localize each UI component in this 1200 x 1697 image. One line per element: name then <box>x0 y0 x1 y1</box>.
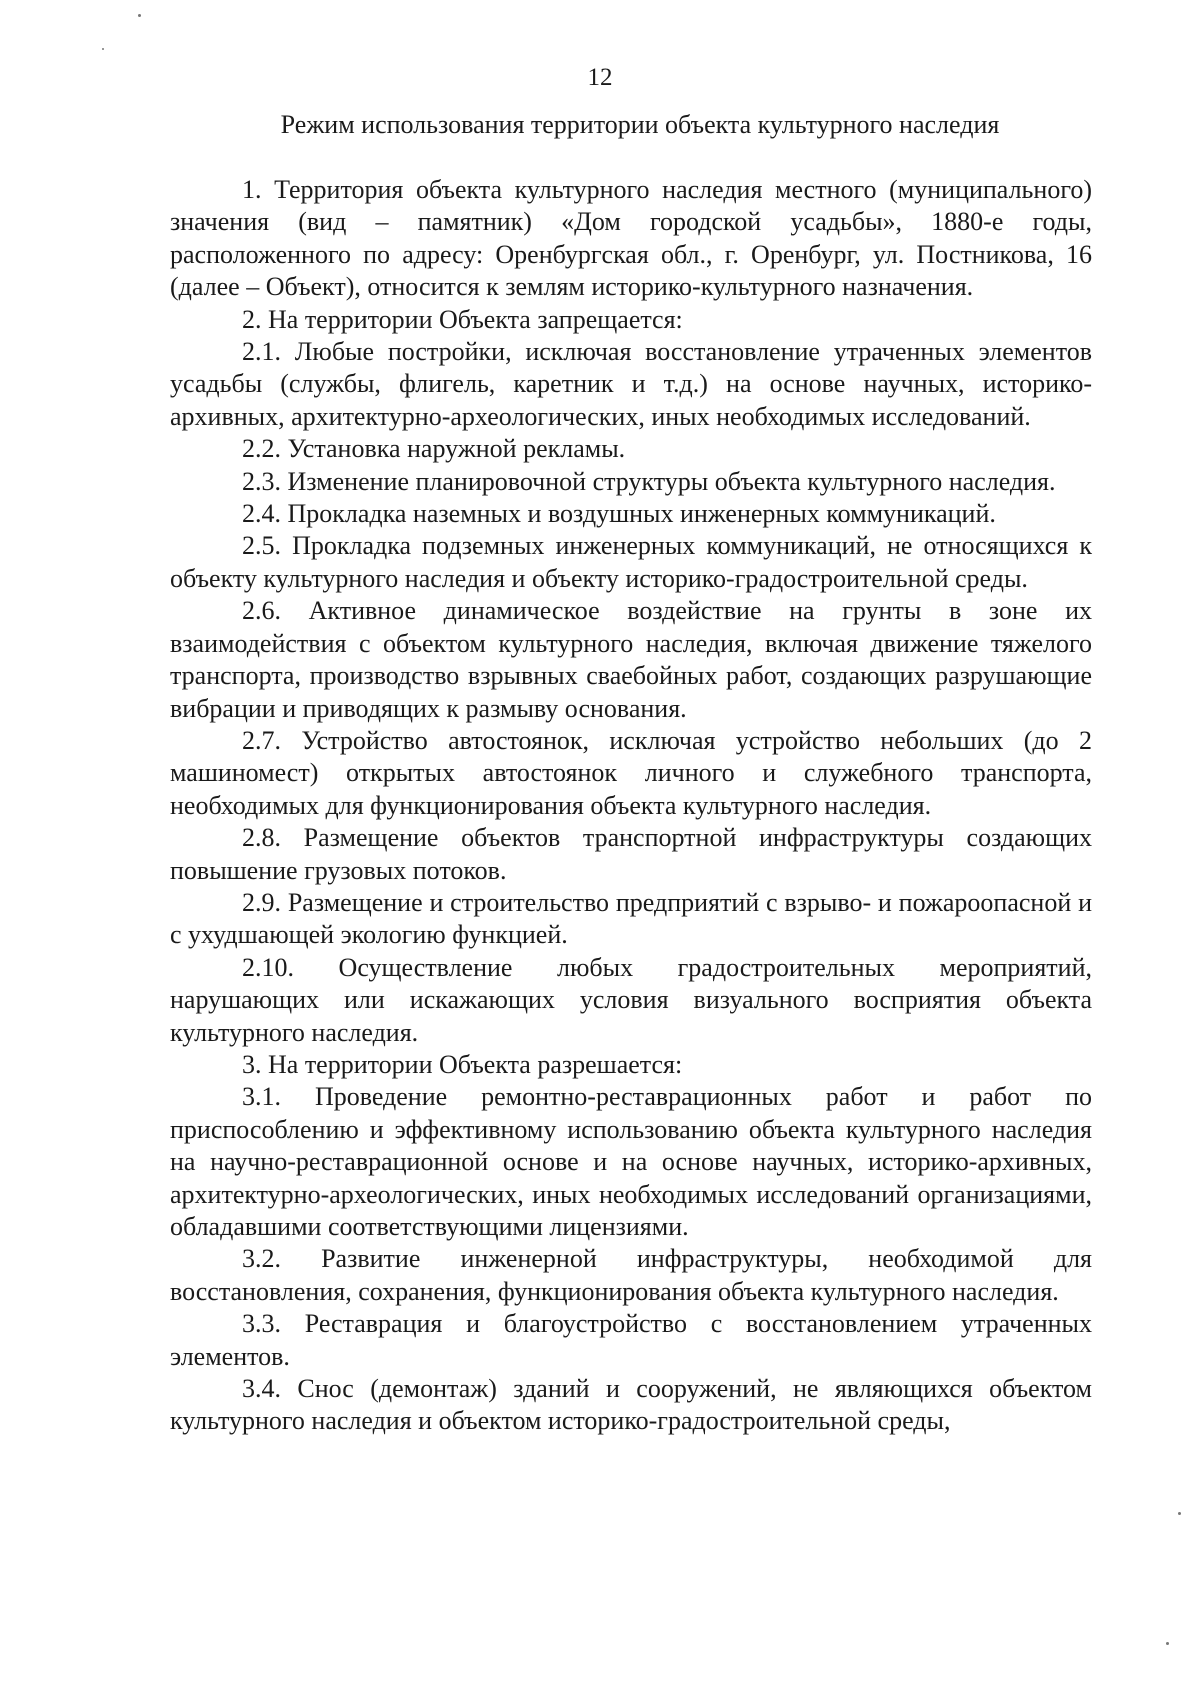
paragraph-2-5: 2.5. Прокладка подземных инженерных коммуникаций, не относящихся к объекту культурного наследия и объекту историко-градостроительной среды. <box>170 531 1092 593</box>
paragraph-3-1: 3.1. Проведение ремонтно-реставрационных работ и работ по приспособлению и эффективному использованию объекта культурного наследия на научно-реставрационной основе и на основе научных, историко-архивных, архитектурно-археологических, иных необходимых исследований организациями, обладавшими соответствующими лицензиями. <box>170 1082 1092 1241</box>
paragraph-2-8: 2.8. Размещение объектов транспортной инфраструктуры создающих повышение грузовых потоков. <box>170 823 1092 885</box>
document-title: Режим использования территории объекта культурного наследия <box>280 110 1000 139</box>
paragraph-2: 2. На территории Объекта запрещается: <box>242 304 683 334</box>
paragraph-3: 3. На территории Объекта разрешается: <box>242 1049 683 1079</box>
paragraph-2-7: 2.7. Устройство автостоянок, исключая устройство небольших (до 2 машиномест) открытых автостоянок личного и служебного транспорта, необходимых для функционирования объекта культурного наследия. <box>170 725 1092 820</box>
scan-speck <box>1166 1642 1169 1645</box>
paragraph-3-4: 3.4. Снос (демонтаж) зданий и сооружений, не являющихся объектом культурного наследия и объектом историко-градостроительной среды, <box>170 1374 1092 1436</box>
paragraph-3-2: 3.2. Развитие инженерной инфраструктуры, необходимой для восстановления, сохранения, функционирования объекта культурного наследия. <box>170 1244 1092 1306</box>
scan-speck <box>138 14 141 17</box>
paragraph-2-2: 2.2. Установка наружной рекламы. <box>242 434 626 464</box>
paragraph-2-1: 2.1. Любые постройки, исключая восстановление утраченных элементов усадьбы (службы, флигель, каретник и т.д.) на основе научных, историко-архивных, архитектурно-археологических, иных необходимых исследований. <box>170 337 1092 431</box>
scan-speck <box>102 48 104 50</box>
page-number: 12 <box>587 64 613 91</box>
document-body <box>170 174 1092 1438</box>
paragraph-2-10: 2.10. Осуществление любых градостроительных мероприятий, нарушающих или искажающих условия визуального восприятия объекта культурного наследия. <box>170 952 1092 1047</box>
paragraph-2-6: 2.6. Активное динамическое воздействие на грунты в зоне их взаимодействия с объектом культурного наследия, включая движение тяжелого транспорта, производство взрывных сваебойных работ, создающих разрушающие вибрации и приводящих к размыву основания. <box>170 596 1092 723</box>
paragraph-2-3: 2.3. Изменение планировочной структуры объекта культурного наследия. <box>242 466 1056 496</box>
paragraph-2-4: 2.4. Прокладка наземных и воздушных инженерных коммуникаций. <box>242 499 996 529</box>
scan-speck <box>1178 1512 1181 1515</box>
paragraph-3-3: 3.3. Реставрация и благоустройство с восстановлением утраченных элементов. <box>170 1309 1092 1371</box>
paragraph-1: 1. Территория объекта культурного наследия местного (муниципального) значения (вид – памятник) «Дом городской усадьбы», 1880-е годы, расположенного по адресу: Оренбургская обл., г. Оренбург, ул. Постникова, 16 (далее – Объект), относится к землям историко-культурного назначения. <box>170 175 1092 302</box>
paragraph-2-9: 2.9. Размещение и строительство предприятий с взрыво- и пожароопасной и с ухудшающей экологию функцией. <box>170 887 1092 950</box>
